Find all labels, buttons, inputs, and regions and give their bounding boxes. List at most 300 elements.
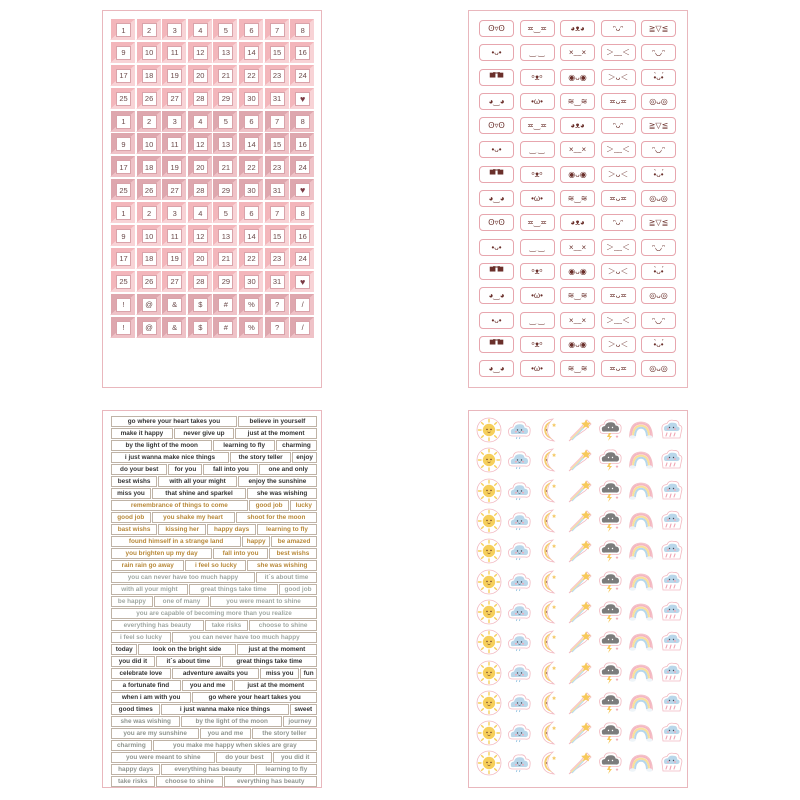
face-sticker — [639, 138, 680, 162]
rain-cloud-icon — [656, 415, 686, 445]
face-sticker-expression: ᵔ◡ᵔ — [641, 312, 676, 329]
number-sticker-label: 14 — [244, 46, 259, 60]
number-sticker — [187, 87, 213, 110]
rain-cloud-icon — [656, 718, 686, 748]
number-sticker-label: 19 — [167, 252, 182, 266]
number-sticker-label: 26 — [142, 183, 157, 197]
face-sticker — [477, 357, 518, 381]
face-sticker-expression: ᵒᴥᵒ — [520, 336, 555, 353]
phrase-sticker: sweet — [290, 704, 317, 715]
number-sticker — [238, 270, 264, 293]
phrase-row — [111, 644, 317, 655]
number-sticker-label: 18 — [142, 160, 157, 174]
number-sticker — [238, 224, 264, 247]
phrase-sticker: you shake my heart — [152, 512, 235, 523]
number-sticker — [264, 293, 290, 316]
number-sticker-label: 3 — [167, 206, 182, 220]
face-sticker — [518, 211, 559, 235]
number-sticker — [264, 155, 290, 178]
number-sticker-label: ♥ — [295, 183, 310, 197]
face-sticker — [477, 163, 518, 187]
phrase-sticker: shoot for the moon — [236, 512, 317, 523]
number-sticker-label: 4 — [193, 115, 208, 129]
phrase-sticker: by the light of the moon — [111, 440, 212, 451]
sun-icon — [474, 536, 504, 566]
moon-icon — [535, 476, 565, 506]
phrase-sticker: happy days — [111, 764, 160, 775]
rain-cloud-icon — [656, 597, 686, 627]
phrase-sticker: just at the moment — [235, 428, 317, 439]
storm-cloud-icon — [595, 597, 625, 627]
face-sticker-expression: •ω• — [520, 287, 555, 304]
number-sticker-label: 2 — [142, 23, 157, 37]
phrase-row — [111, 548, 317, 559]
shooting-star-icon — [565, 506, 595, 536]
phrase-row — [111, 608, 317, 619]
shooting-star-icon — [565, 476, 595, 506]
rainbow-icon — [625, 566, 655, 596]
phrase-sticker: just at the moment — [234, 680, 317, 691]
storm-cloud-icon — [595, 536, 625, 566]
face-sticker — [639, 41, 680, 65]
phrase-sticker: learning to fly — [257, 524, 317, 535]
phrase-sticker: learning to fly — [256, 764, 317, 775]
face-sticker — [518, 357, 559, 381]
phrase-row — [111, 452, 317, 463]
phrase-sticker: you are my sunshine — [111, 728, 199, 739]
face-sticker-expression: ◕‿◕ — [479, 190, 514, 207]
number-sticker-label: 10 — [142, 137, 157, 151]
shooting-star-icon — [565, 445, 595, 475]
number-sticker-label: 8 — [295, 206, 310, 220]
number-sticker — [238, 41, 264, 64]
number-sticker-label: 21 — [218, 69, 233, 83]
number-sticker — [212, 132, 238, 155]
number-sticker — [136, 178, 162, 201]
phrase-sticker: go where your heart takes you — [192, 692, 317, 703]
number-sticker-label: 14 — [244, 137, 259, 151]
number-sticker-label: 27 — [167, 92, 182, 106]
number-sticker-label: 6 — [244, 206, 259, 220]
face-sticker-expression: ×﹏× — [560, 44, 595, 61]
phrase-row — [111, 524, 317, 535]
phrase-sticker: you were meant to shine — [210, 596, 317, 607]
number-sticker-label: 25 — [116, 275, 131, 289]
face-sticker-expression: ᵒᴥᵒ — [520, 69, 555, 86]
number-sticker — [136, 18, 162, 41]
phrase-sticker: kissing her — [158, 524, 206, 535]
moon-icon — [535, 506, 565, 536]
number-sticker-label: 9 — [116, 229, 131, 243]
face-sticker — [558, 309, 599, 333]
number-sticker — [238, 110, 264, 133]
face-sticker — [477, 187, 518, 211]
rain-cloud-icon — [656, 476, 686, 506]
face-sticker — [599, 333, 640, 357]
number-sticker — [161, 155, 187, 178]
number-sticker — [289, 201, 315, 224]
number-sticker-label: 12 — [193, 229, 208, 243]
face-sticker-expression: ＞ᴗ＜ — [601, 263, 636, 280]
phrase-sticker: with all your might — [111, 584, 188, 595]
face-sticker — [518, 260, 559, 284]
face-sticker-expression: ≖‿≖ — [520, 214, 555, 231]
number-sticker-label: 31 — [270, 92, 285, 106]
face-sticker-grid — [477, 17, 680, 381]
face-sticker — [599, 309, 640, 333]
number-sticker — [161, 132, 187, 155]
number-sticker-label: 13 — [218, 46, 233, 60]
face-sticker — [558, 187, 599, 211]
face-sticker — [518, 138, 559, 162]
number-sticker — [238, 155, 264, 178]
number-sticker — [289, 316, 315, 339]
number-sticker — [212, 270, 238, 293]
phrase-sticker: make it happy — [111, 428, 173, 439]
phrase-sticker: found himself in a strange land — [111, 536, 241, 547]
number-sticker-label: 14 — [244, 229, 259, 243]
face-sticker — [639, 333, 680, 357]
phrase-sticker: learning to fly — [213, 440, 275, 451]
cloud-icon — [504, 415, 534, 445]
moon-icon — [535, 597, 565, 627]
storm-cloud-icon — [595, 627, 625, 657]
number-sticker — [264, 247, 290, 270]
number-sticker-label: 10 — [142, 46, 157, 60]
face-sticker-expression: ＞﹏＜ — [601, 312, 636, 329]
face-sticker-expression: •ω• — [520, 360, 555, 377]
number-sticker — [289, 155, 315, 178]
face-sticker-expression: •̀ᴗ•́ — [641, 69, 676, 86]
face-sticker-expression: ᵔ◡ᵔ — [641, 44, 676, 61]
rain-cloud-icon — [656, 688, 686, 718]
number-sticker-label: 1 — [116, 23, 131, 37]
face-sticker-expression: ᵒᴥᵒ — [520, 263, 555, 280]
number-sticker-label: 10 — [142, 229, 157, 243]
phrase-row — [111, 584, 317, 595]
face-sticker — [518, 90, 559, 114]
face-sticker — [477, 284, 518, 308]
number-sticker-label: & — [167, 321, 182, 335]
storm-cloud-icon — [595, 748, 625, 778]
shooting-star-icon — [565, 415, 595, 445]
face-sticker-expression: ◎ᴗ◎ — [641, 360, 676, 377]
phrase-sticker: you and me — [200, 728, 250, 739]
face-sticker-expression: ◎ᴗ◎ — [641, 190, 676, 207]
phrase-sticker: when i am with you — [111, 692, 191, 703]
phrase-sticker: bast wishs — [111, 524, 157, 535]
number-sticker-label: 28 — [193, 275, 208, 289]
rain-cloud-icon — [656, 566, 686, 596]
phrase-sticker-sheet — [102, 410, 322, 788]
face-sticker — [558, 138, 599, 162]
cloud-icon — [504, 506, 534, 536]
face-sticker-expression: ◉ᴗ◉ — [560, 166, 595, 183]
face-sticker — [518, 284, 559, 308]
storm-cloud-icon — [595, 445, 625, 475]
face-sticker-expression: ‿ ‿ — [520, 141, 555, 158]
phrase-sticker: i feel so lucky — [111, 632, 171, 643]
phrase-sticker: everything has beauty — [224, 776, 317, 787]
number-sticker-label: 18 — [142, 69, 157, 83]
number-sticker — [161, 201, 187, 224]
phrase-sticker: miss you — [260, 668, 299, 679]
storm-cloud-icon — [595, 688, 625, 718]
phrase-row — [111, 500, 317, 511]
number-sticker-label: 5 — [218, 23, 233, 37]
storm-cloud-icon — [595, 657, 625, 687]
number-sticker — [238, 178, 264, 201]
face-sticker — [477, 260, 518, 284]
face-sticker-expression: ＞ᴗ＜ — [601, 166, 636, 183]
cloud-icon — [504, 597, 534, 627]
phrase-sticker: celebrate love — [111, 668, 171, 679]
rainbow-icon — [625, 415, 655, 445]
face-sticker-expression: •̀ᴗ•́ — [641, 166, 676, 183]
rainbow-icon — [625, 748, 655, 778]
face-sticker-expression: •̀ᴗ•́ — [641, 263, 676, 280]
face-sticker — [639, 211, 680, 235]
face-sticker-expression: ▀̿ ̿▀ — [479, 69, 514, 86]
cloud-icon — [504, 476, 534, 506]
number-sticker — [136, 224, 162, 247]
face-sticker — [599, 357, 640, 381]
number-sticker-label: 12 — [193, 46, 208, 60]
phrase-row — [111, 596, 317, 607]
number-sticker-label: 27 — [167, 183, 182, 197]
face-sticker-expression: •ω• — [520, 190, 555, 207]
face-sticker-expression: •ᴗ• — [479, 239, 514, 256]
number-sticker — [187, 293, 213, 316]
shooting-star-icon — [565, 597, 595, 627]
face-sticker — [477, 309, 518, 333]
face-sticker-expression: ＞﹏＜ — [601, 239, 636, 256]
sun-icon — [474, 718, 504, 748]
number-sticker-label: 7 — [270, 206, 285, 220]
face-sticker — [558, 333, 599, 357]
face-sticker-expression: ▀̿ ̿▀ — [479, 166, 514, 183]
number-sticker — [289, 87, 315, 110]
phrase-sticker: that shine and sparkel — [152, 488, 246, 499]
phrase-sticker: do your best — [111, 464, 167, 475]
phrase-sticker: good job — [279, 584, 317, 595]
number-sticker — [238, 64, 264, 87]
number-sticker — [264, 41, 290, 64]
number-sticker-label: 5 — [218, 206, 233, 220]
face-sticker — [599, 236, 640, 260]
number-sticker — [161, 316, 187, 339]
face-sticker-expression: ≋‿≋ — [560, 360, 595, 377]
phrase-sticker: you and me — [182, 680, 234, 691]
shooting-star-icon — [565, 566, 595, 596]
number-sticker — [161, 224, 187, 247]
shooting-star-icon — [565, 748, 595, 778]
number-sticker-label: 13 — [218, 137, 233, 151]
face-sticker-expression: ≖‿≖ — [520, 20, 555, 37]
number-sticker — [110, 247, 136, 270]
phrase-sticker: you are capable of becoming more than you realize — [111, 608, 317, 619]
number-sticker — [110, 155, 136, 178]
number-sticker — [187, 110, 213, 133]
face-sticker-expression: ≖‿≖ — [520, 117, 555, 134]
face-sticker — [639, 260, 680, 284]
number-sticker — [212, 41, 238, 64]
phrase-sticker: great things take time — [189, 584, 278, 595]
number-sticker-label: 18 — [142, 252, 157, 266]
number-sticker — [264, 201, 290, 224]
cloud-icon — [504, 688, 534, 718]
number-sticker-label: 7 — [270, 115, 285, 129]
face-sticker-expression: •ᴗ• — [479, 141, 514, 158]
number-sticker — [264, 178, 290, 201]
phrase-row — [111, 632, 317, 643]
phrase-sticker: you brighten up my day — [111, 548, 212, 559]
shooting-star-icon — [565, 627, 595, 657]
shooting-star-icon — [565, 657, 595, 687]
number-sticker-label: % — [244, 298, 259, 312]
number-sticker — [289, 18, 315, 41]
number-sticker-label: 22 — [244, 252, 259, 266]
number-sticker — [110, 201, 136, 224]
moon-icon — [535, 657, 565, 687]
phrase-row — [111, 704, 317, 715]
number-sticker-label: 3 — [167, 23, 182, 37]
number-sticker-label: # — [218, 298, 233, 312]
phrase-sticker: lucky — [290, 500, 317, 511]
number-sticker — [187, 41, 213, 64]
face-sticker — [639, 187, 680, 211]
face-sticker-sheet — [468, 10, 688, 388]
number-sticker-label: 28 — [193, 183, 208, 197]
face-sticker-expression: •̀ᴗ•́ — [641, 336, 676, 353]
phrase-sticker: one and only — [259, 464, 317, 475]
number-sticker-label: 11 — [167, 229, 182, 243]
face-sticker-expression: ʘ▿ʘ — [479, 20, 514, 37]
sun-icon — [474, 748, 504, 778]
face-sticker — [558, 236, 599, 260]
number-sticker-label: ? — [270, 298, 285, 312]
weather-sticker-grid — [474, 415, 686, 779]
number-sticker — [161, 18, 187, 41]
number-sticker — [161, 178, 187, 201]
number-sticker — [110, 87, 136, 110]
number-sticker-label: 21 — [218, 252, 233, 266]
rainbow-icon — [625, 657, 655, 687]
phrase-row — [111, 536, 317, 547]
phrase-sticker: you can never have too much happy — [172, 632, 317, 643]
sun-icon — [474, 627, 504, 657]
number-sticker — [161, 41, 187, 64]
face-sticker-expression: ＞﹏＜ — [601, 44, 636, 61]
face-sticker-expression: ＞ᴗ＜ — [601, 336, 636, 353]
sun-icon — [474, 476, 504, 506]
phrase-sticker: fun — [300, 668, 317, 679]
number-sticker — [110, 224, 136, 247]
phrase-sticker: best wishs — [269, 548, 317, 559]
number-sticker — [161, 110, 187, 133]
number-sticker — [136, 132, 162, 155]
number-sticker-label: & — [167, 298, 182, 312]
face-sticker-expression: ＞﹏＜ — [601, 141, 636, 158]
number-sticker — [264, 110, 290, 133]
sun-icon — [474, 415, 504, 445]
face-sticker — [477, 211, 518, 235]
number-sticker — [264, 87, 290, 110]
number-sticker — [212, 316, 238, 339]
sun-icon — [474, 445, 504, 475]
face-sticker-expression: ×﹏× — [560, 141, 595, 158]
phrase-sticker: you make me happy when skies are gray — [153, 740, 317, 751]
moon-icon — [535, 536, 565, 566]
number-sticker-label: 5 — [218, 115, 233, 129]
cloud-icon — [504, 748, 534, 778]
number-sticker-label: 4 — [193, 206, 208, 220]
face-sticker-expression: ＞ᴗ＜ — [601, 69, 636, 86]
face-sticker — [639, 284, 680, 308]
number-sticker-label: 22 — [244, 160, 259, 174]
phrase-sticker: it`s about time — [156, 656, 221, 667]
face-sticker — [558, 66, 599, 90]
face-sticker — [599, 41, 640, 65]
number-sticker — [110, 110, 136, 133]
phrase-row — [111, 764, 317, 775]
number-sticker — [136, 155, 162, 178]
face-sticker-expression: ≖ᴗ≖ — [601, 287, 636, 304]
number-sticker-label: 20 — [193, 252, 208, 266]
number-sticker — [264, 270, 290, 293]
number-sticker — [136, 87, 162, 110]
face-sticker — [558, 284, 599, 308]
face-sticker — [477, 236, 518, 260]
phrase-sticker: adventure awaits you — [172, 668, 260, 679]
number-sticker — [136, 247, 162, 270]
number-sticker — [110, 316, 136, 339]
phrase-row — [111, 620, 317, 631]
shooting-star-icon — [565, 718, 595, 748]
number-sticker — [264, 18, 290, 41]
face-sticker — [477, 66, 518, 90]
number-sticker-label: 9 — [116, 46, 131, 60]
cloud-icon — [504, 566, 534, 596]
number-sticker-label: 21 — [218, 160, 233, 174]
sun-icon — [474, 566, 504, 596]
number-sticker — [289, 64, 315, 87]
phrase-sticker: miss you — [111, 488, 151, 499]
number-sticker — [187, 178, 213, 201]
storm-cloud-icon — [595, 566, 625, 596]
face-sticker — [477, 90, 518, 114]
number-sticker-label: 31 — [270, 183, 285, 197]
face-sticker-expression: ▀̿ ̿▀ — [479, 336, 514, 353]
phrase-sticker: fall into you — [203, 464, 258, 475]
number-sticker-label: / — [295, 298, 310, 312]
phrase-row — [111, 560, 317, 571]
face-sticker — [639, 90, 680, 114]
phrase-sticker: be amazed — [271, 536, 317, 547]
number-sticker — [238, 201, 264, 224]
number-sticker — [264, 64, 290, 87]
face-sticker — [518, 187, 559, 211]
cloud-icon — [504, 627, 534, 657]
number-sticker-label: 1 — [116, 206, 131, 220]
number-sticker-label: 24 — [295, 160, 310, 174]
number-sticker-label: ! — [116, 298, 131, 312]
shooting-star-icon — [565, 688, 595, 718]
phrase-row — [111, 464, 317, 475]
number-sticker-label: 24 — [295, 69, 310, 83]
face-sticker-expression: ×﹏× — [560, 239, 595, 256]
phrase-sticker: everything has beauty — [111, 620, 204, 631]
